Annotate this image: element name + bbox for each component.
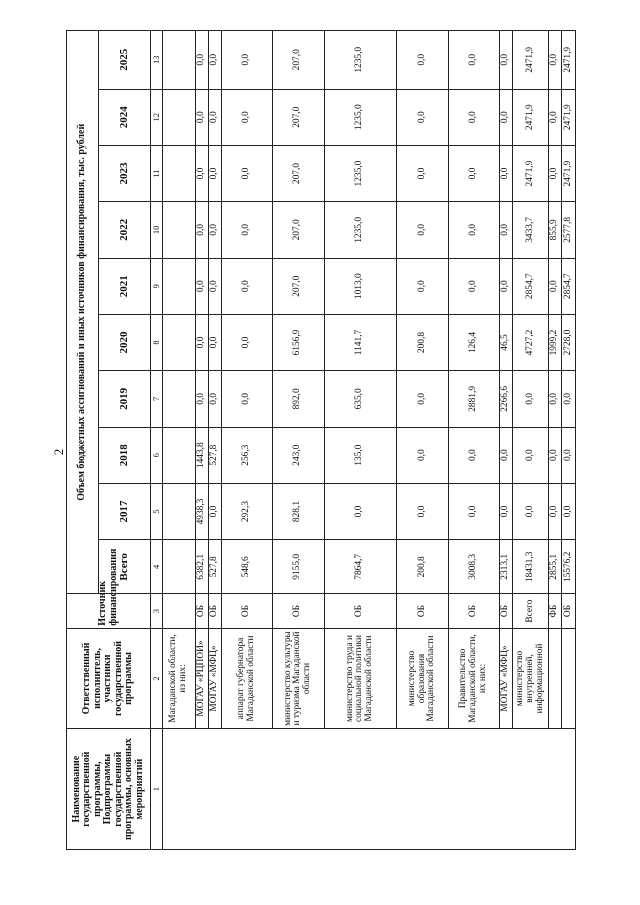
year-value-cell: 2881,9 bbox=[448, 371, 500, 427]
year-value-cell: 0,0 bbox=[221, 258, 273, 314]
page-number: 2 bbox=[51, 448, 66, 456]
total-value-cell: 2313,1 bbox=[500, 540, 513, 594]
year-value-cell: 0,0 bbox=[221, 202, 273, 258]
source-cell: ОБ bbox=[500, 594, 513, 628]
year-value-cell: 0,0 bbox=[221, 89, 273, 145]
column-index: 5 bbox=[151, 483, 163, 539]
year-value-cell: 2471,9 bbox=[561, 145, 575, 201]
year-value-cell: 0,0 bbox=[500, 258, 513, 314]
year-value-cell: 0,0 bbox=[397, 202, 449, 258]
year-value-cell: 0,0 bbox=[397, 258, 449, 314]
year-value-cell: 0,0 bbox=[448, 31, 500, 90]
table-row bbox=[448, 31, 500, 850]
table-row bbox=[500, 31, 513, 850]
total-value-cell: 548,6 bbox=[221, 540, 273, 594]
column-index: 12 bbox=[151, 89, 163, 145]
year-value-cell: 256,3 bbox=[221, 427, 273, 483]
year-value-cell: 126,4 bbox=[448, 314, 500, 370]
year-value-cell bbox=[163, 31, 196, 90]
year-value-cell: 6156,9 bbox=[273, 314, 325, 370]
total-value-cell: 9155,0 bbox=[273, 540, 325, 594]
source-cell: ОБ bbox=[195, 594, 208, 628]
executor-cell bbox=[561, 628, 575, 729]
year-value-cell: 1235,0 bbox=[324, 31, 397, 90]
year-value-cell: 243,0 bbox=[273, 427, 325, 483]
year-value-cell: 0,0 bbox=[195, 31, 208, 90]
year-value-cell: 0,0 bbox=[448, 145, 500, 201]
program-name-cell bbox=[163, 729, 576, 850]
year-value-cell: 0,0 bbox=[208, 258, 221, 314]
year-value-cell: 2854,7 bbox=[513, 258, 549, 314]
table-row bbox=[397, 31, 449, 850]
total-value-cell: 200,8 bbox=[397, 540, 449, 594]
year-value-cell: 0,0 bbox=[500, 31, 513, 90]
total-value-cell: 3008,3 bbox=[448, 540, 500, 594]
table-row bbox=[561, 31, 575, 850]
column-index: 2 bbox=[151, 628, 163, 729]
executor-cell: МОГАУ «МФЦ» bbox=[208, 628, 221, 729]
total-value-cell: 7864,7 bbox=[324, 540, 397, 594]
year-value-cell: 0,0 bbox=[195, 145, 208, 201]
executor-cell: Правительство Магаданской области, их них: bbox=[448, 628, 500, 729]
table-row bbox=[208, 31, 221, 850]
header-year: 2022 bbox=[99, 202, 151, 258]
year-value-cell: 207,0 bbox=[273, 89, 325, 145]
header-funding-title: Объем бюджетных ассигнований и иных источников финансирования, тыс. рублей bbox=[67, 31, 99, 594]
year-value-cell: 1141,7 bbox=[324, 314, 397, 370]
year-value-cell: 0,0 bbox=[324, 483, 397, 539]
year-value-cell: 0,0 bbox=[195, 89, 208, 145]
column-index: 8 bbox=[151, 314, 163, 370]
year-value-cell: 4727,2 bbox=[513, 314, 549, 370]
year-value-cell: 0,0 bbox=[448, 258, 500, 314]
year-value-cell: 0,0 bbox=[208, 371, 221, 427]
year-value-cell: 855,9 bbox=[549, 202, 562, 258]
header-program-name: Наименование государственной программы, Подпрограммы государственной программы, основных мероприятий bbox=[67, 729, 151, 850]
year-value-cell: 0,0 bbox=[397, 145, 449, 201]
year-value-cell: 0,0 bbox=[500, 483, 513, 539]
year-value-cell bbox=[163, 202, 196, 258]
total-value-cell: 527,8 bbox=[208, 540, 221, 594]
year-value-cell: 0,0 bbox=[549, 31, 562, 90]
column-index: 7 bbox=[151, 371, 163, 427]
header-year: 2024 bbox=[99, 89, 151, 145]
year-value-cell: 0,0 bbox=[208, 31, 221, 90]
year-value-cell: 0,0 bbox=[549, 483, 562, 539]
total-value-cell bbox=[163, 540, 196, 594]
source-cell: ОБ bbox=[273, 594, 325, 628]
year-value-cell: 2577,8 bbox=[561, 202, 575, 258]
year-value-cell: 46,5 bbox=[500, 314, 513, 370]
executor-cell: министерство внутренней, информационной bbox=[513, 628, 549, 729]
year-value-cell: 207,0 bbox=[273, 31, 325, 90]
table-row bbox=[195, 31, 208, 850]
year-value-cell: 0,0 bbox=[448, 483, 500, 539]
column-index: 11 bbox=[151, 145, 163, 201]
total-value-cell: 15576,2 bbox=[561, 540, 575, 594]
table-row bbox=[273, 31, 325, 850]
year-value-cell: 0,0 bbox=[500, 202, 513, 258]
year-value-cell: 0,0 bbox=[448, 427, 500, 483]
header-year: 2025 bbox=[99, 31, 151, 90]
header-year: 2021 bbox=[99, 258, 151, 314]
column-index: 3 bbox=[151, 594, 163, 628]
year-value-cell: 0,0 bbox=[208, 314, 221, 370]
year-value-cell: 2471,9 bbox=[561, 31, 575, 90]
year-value-cell: 0,0 bbox=[221, 314, 273, 370]
table-row bbox=[513, 31, 549, 850]
executor-cell: Магаданской области, из них: bbox=[163, 628, 196, 729]
year-value-cell: 0,0 bbox=[549, 145, 562, 201]
total-value-cell: 2855,1 bbox=[549, 540, 562, 594]
year-value-cell: 0,0 bbox=[500, 427, 513, 483]
table-row bbox=[221, 31, 273, 850]
year-value-cell bbox=[163, 258, 196, 314]
year-value-cell: 207,0 bbox=[273, 202, 325, 258]
year-value-cell bbox=[163, 145, 196, 201]
header-executor: Ответственный исполнитель, участники государственной программы bbox=[67, 628, 151, 729]
year-value-cell: 527,8 bbox=[208, 427, 221, 483]
year-value-cell: 0,0 bbox=[549, 427, 562, 483]
year-value-cell: 207,0 bbox=[273, 145, 325, 201]
year-value-cell: 635,0 bbox=[324, 371, 397, 427]
year-value-cell: 1013,0 bbox=[324, 258, 397, 314]
column-index: 4 bbox=[151, 540, 163, 594]
year-value-cell: 0,0 bbox=[208, 89, 221, 145]
year-value-cell: 892,0 bbox=[273, 371, 325, 427]
year-value-cell: 0,0 bbox=[513, 427, 549, 483]
year-value-cell: 1235,0 bbox=[324, 89, 397, 145]
year-value-cell bbox=[163, 371, 196, 427]
rotated-page-content bbox=[66, 30, 576, 850]
executor-cell: МОГАУ «РЦПОИ» bbox=[195, 628, 208, 729]
column-index: 10 bbox=[151, 202, 163, 258]
table-row bbox=[163, 31, 196, 850]
year-value-cell: 0,0 bbox=[397, 31, 449, 90]
executor-cell bbox=[549, 628, 562, 729]
year-value-cell: 2266,6 bbox=[500, 371, 513, 427]
year-value-cell bbox=[163, 89, 196, 145]
year-value-cell: 1443,8 bbox=[195, 427, 208, 483]
year-value-cell: 1235,0 bbox=[324, 202, 397, 258]
year-value-cell: 0,0 bbox=[221, 145, 273, 201]
source-cell: ОБ bbox=[221, 594, 273, 628]
year-value-cell: 200,8 bbox=[397, 314, 449, 370]
year-value-cell: 0,0 bbox=[513, 371, 549, 427]
column-index-row bbox=[151, 31, 163, 850]
year-value-cell: 0,0 bbox=[195, 202, 208, 258]
executor-cell: министерство образования Магаданской области bbox=[397, 628, 449, 729]
source-cell: ОБ bbox=[561, 594, 575, 628]
year-value-cell bbox=[163, 427, 196, 483]
year-value-cell: 2471,9 bbox=[513, 31, 549, 90]
year-value-cell: 0,0 bbox=[448, 89, 500, 145]
year-value-cell: 0,0 bbox=[397, 483, 449, 539]
year-value-cell: 0,0 bbox=[221, 371, 273, 427]
year-value-cell: 1235,0 bbox=[324, 145, 397, 201]
year-value-cell: 0,0 bbox=[561, 427, 575, 483]
year-value-cell: 0,0 bbox=[208, 483, 221, 539]
year-value-cell: 0,0 bbox=[397, 89, 449, 145]
year-value-cell: 0,0 bbox=[397, 427, 449, 483]
year-value-cell: 1999,2 bbox=[549, 314, 562, 370]
source-cell: ОБ bbox=[397, 594, 449, 628]
funding-table bbox=[66, 30, 576, 850]
year-value-cell: 0,0 bbox=[549, 371, 562, 427]
table-row bbox=[324, 31, 397, 850]
year-value-cell: 2471,9 bbox=[513, 145, 549, 201]
year-value-cell: 135,0 bbox=[324, 427, 397, 483]
year-value-cell: 2728,0 bbox=[561, 314, 575, 370]
column-index: 1 bbox=[151, 729, 163, 850]
column-index: 9 bbox=[151, 258, 163, 314]
year-value-cell: 828,1 bbox=[273, 483, 325, 539]
executor-cell: МОГАУ «МФЦ» bbox=[500, 628, 513, 729]
year-value-cell bbox=[163, 314, 196, 370]
year-value-cell: 0,0 bbox=[561, 483, 575, 539]
year-value-cell: 0,0 bbox=[195, 314, 208, 370]
total-value-cell: 18431,3 bbox=[513, 540, 549, 594]
year-value-cell: 0,0 bbox=[221, 31, 273, 90]
source-cell: Всего bbox=[513, 594, 549, 628]
year-value-cell: 0,0 bbox=[448, 202, 500, 258]
executor-cell: министерство культуры и туризма Магаданской области bbox=[273, 628, 325, 729]
year-value-cell: 0,0 bbox=[549, 89, 562, 145]
year-value-cell: 0,0 bbox=[195, 371, 208, 427]
source-cell: ОБ bbox=[448, 594, 500, 628]
source-cell: ФБ bbox=[549, 594, 562, 628]
year-value-cell: 0,0 bbox=[208, 145, 221, 201]
table-row bbox=[549, 31, 562, 850]
year-value-cell: 0,0 bbox=[208, 202, 221, 258]
year-value-cell: 0,0 bbox=[561, 371, 575, 427]
year-value-cell: 0,0 bbox=[397, 371, 449, 427]
year-value-cell: 0,0 bbox=[195, 258, 208, 314]
executor-cell: аппарат губернатора Магаданской области bbox=[221, 628, 273, 729]
source-cell bbox=[163, 594, 196, 628]
year-value-cell: 0,0 bbox=[500, 145, 513, 201]
total-value-cell: 6382,1 bbox=[195, 540, 208, 594]
header-year: 2018 bbox=[99, 427, 151, 483]
year-value-cell: 0,0 bbox=[549, 258, 562, 314]
year-value-cell: 207,0 bbox=[273, 258, 325, 314]
source-cell: ОБ bbox=[208, 594, 221, 628]
header-year: 2020 bbox=[99, 314, 151, 370]
header-year: 2017 bbox=[99, 483, 151, 539]
year-value-cell: 0,0 bbox=[513, 483, 549, 539]
year-value-cell: 4938,3 bbox=[195, 483, 208, 539]
header-year: 2023 bbox=[99, 145, 151, 201]
source-cell: ОБ bbox=[324, 594, 397, 628]
year-value-cell: 3433,7 bbox=[513, 202, 549, 258]
column-index: 13 bbox=[151, 31, 163, 90]
year-value-cell: 2471,9 bbox=[561, 89, 575, 145]
header-source: Источник финансирования bbox=[67, 594, 151, 628]
header-total: Всего bbox=[99, 540, 151, 594]
column-index: 6 bbox=[151, 427, 163, 483]
year-value-cell bbox=[163, 483, 196, 539]
executor-cell: министерство труда и социальной политики Магаданской области bbox=[324, 628, 397, 729]
year-value-cell: 2471,9 bbox=[513, 89, 549, 145]
year-value-cell: 292,3 bbox=[221, 483, 273, 539]
header-year: 2019 bbox=[99, 371, 151, 427]
year-value-cell: 0,0 bbox=[500, 89, 513, 145]
year-value-cell: 2854,7 bbox=[561, 258, 575, 314]
